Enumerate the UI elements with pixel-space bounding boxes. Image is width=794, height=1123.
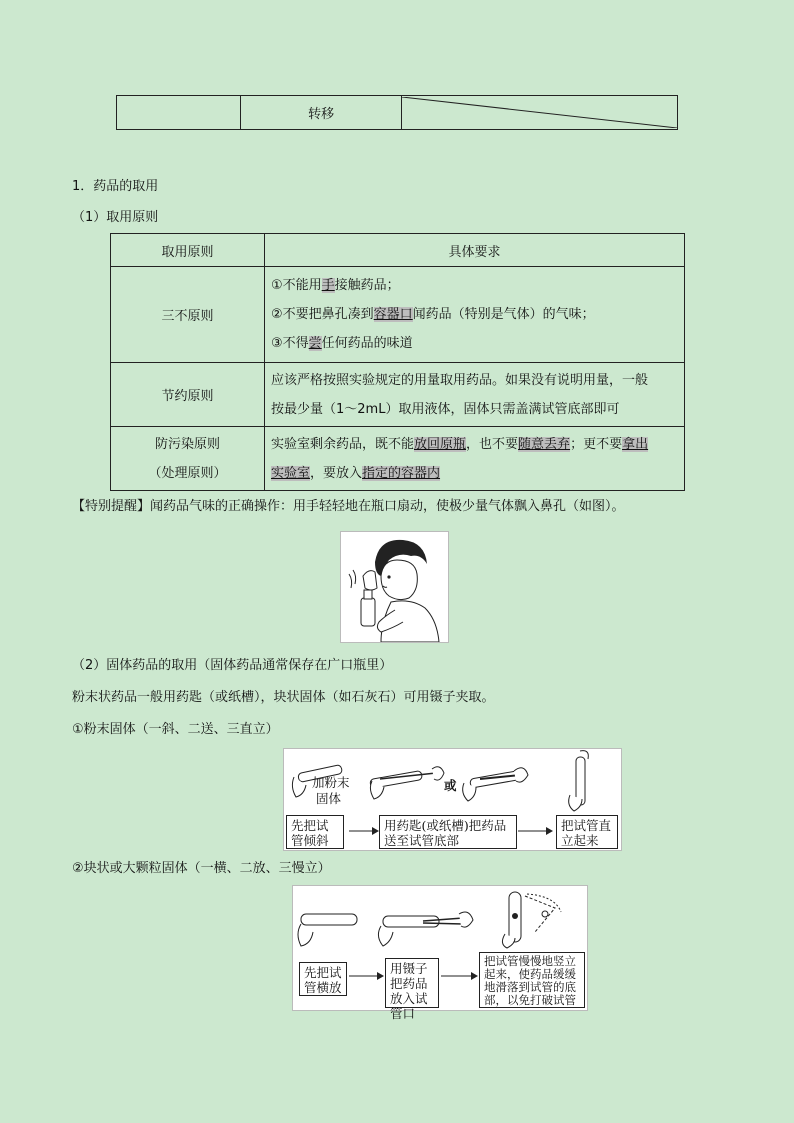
smelling-figure <box>340 531 449 643</box>
anti-pollution-subname: （处理原则） <box>148 465 227 481</box>
rule-no-taste: ③不得尝任何药品的味道 <box>271 336 413 351</box>
or-label: 或 <box>444 778 457 793</box>
economy-line-1: 应该严格按照实验规定的用量取用药品。如果没有说明用量，一般 <box>271 372 649 388</box>
top-table-cell-1 <box>117 96 241 130</box>
requirements-economy <box>265 363 685 427</box>
add-powder-label: 加粉末 固体 <box>312 775 350 806</box>
powder-step-1: 先把试管倾斜 <box>286 815 344 849</box>
special-tip: 【特别提醒】闻药品气味的正确操作：用手轻轻地在瓶口扇动，使极少量气体飘入鼻孔（如图）。 <box>72 499 625 514</box>
requirements-three-nots <box>265 267 685 363</box>
powder-step-3: 把试管直立起来 <box>556 815 618 849</box>
subsection-title-principles: （1）取用原则 <box>72 210 159 225</box>
section-title-medicine-taking: 1．药品的取用 <box>72 179 159 194</box>
principle-anti-pollution <box>111 427 265 491</box>
block-step-3: 把试管慢慢地竖立起来，使药品缓缓地滑落到试管的底部，以免打破试管 <box>479 952 585 1008</box>
solid-intro-text: 粉末状药品一般用药匙（或纸槽），块状固体（如石灰石）可用镊子夹取。 <box>72 690 495 705</box>
block-step-1: 先把试管横放 <box>299 962 347 996</box>
top-table <box>116 95 678 130</box>
header-principle: 取用原则 <box>111 234 265 267</box>
top-table-cell-transfer: 转移 <box>241 96 402 130</box>
diagonal-line <box>402 97 677 128</box>
rule-no-smell: ②不要把鼻孔凑到容器口闻药品（特别是气体）的气味； <box>271 307 595 322</box>
anti-pollution-line-2: 实验室，要放入指定的容器内 <box>271 465 441 481</box>
block-solid-title: ②块状或大颗粒固体（一横、二放、三慢立） <box>72 861 331 876</box>
top-table-cell-diagonal <box>402 96 678 130</box>
block-solid-figure <box>292 885 588 1021</box>
principle-economy: 节约原则 <box>111 363 265 427</box>
economy-line-2: 按最少量（1～2mL）取用液体，固体只需盖满试管底部即可 <box>271 401 620 417</box>
boy-smelling-illustration <box>341 532 448 642</box>
anti-pollution-name: 防污染原则 <box>154 436 220 452</box>
powder-title: ①粉末固体（一斜、二送、三直立） <box>72 722 279 737</box>
rule-no-hands: ①不能用手接触药品； <box>271 278 400 293</box>
block-step-2: 用镊子把药品放入试管口 <box>385 958 439 1008</box>
requirements-anti-pollution <box>265 427 685 491</box>
principle-three-nots: 三不原则 <box>111 267 265 363</box>
powder-figure <box>283 748 622 851</box>
principles-table <box>110 233 685 491</box>
anti-pollution-line-1: 实验室剩余药品，既不能放回原瓶，也不要随意丢弃；更不要拿出 <box>271 436 649 452</box>
header-requirements: 具体要求 <box>265 234 685 267</box>
powder-step-2: 用药匙(或纸槽)把药品送至试管底部 <box>379 815 517 849</box>
subsection-title-solid: （2）固体药品的取用（固体药品通常保存在广口瓶里） <box>72 658 393 673</box>
